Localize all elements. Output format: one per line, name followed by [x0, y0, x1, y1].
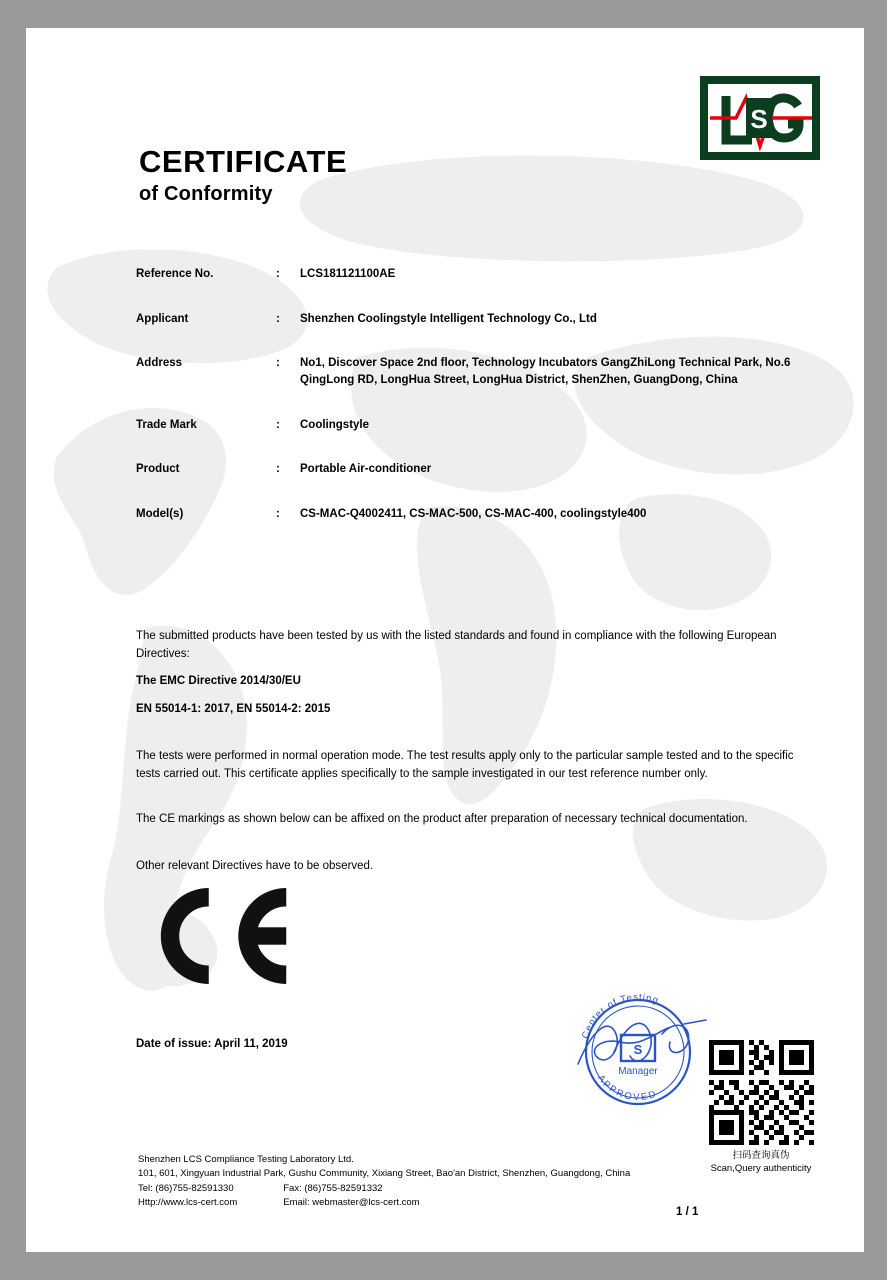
- qr-code[interactable]: [709, 1040, 814, 1145]
- page-title: CERTIFICATE: [139, 144, 348, 179]
- field-row: [136, 417, 796, 434]
- paragraph-standards: EN 55014-1: 2017, EN 55014-2: 2015: [136, 703, 331, 715]
- field-label-product: Product: [136, 463, 180, 476]
- field-row: [136, 461, 796, 478]
- field-value-reference-no: LCS181121100AE: [300, 268, 396, 280]
- footer-address: 101, 601, Xingyuan Industrial Park, Gushu Community, Xixiang Street, Bao'an District, Shenzhen, Guangdong, China: [138, 1168, 631, 1180]
- title-block: [139, 146, 347, 206]
- field-colon: :: [276, 312, 280, 325]
- footer-fax: Fax: (86)755-82591332: [283, 1182, 383, 1194]
- certificate-fields: [136, 266, 796, 551]
- page-number: 1 / 1: [676, 1206, 699, 1218]
- paragraph-intro: The submitted products have been tested by us with the listed standards and found in compliance with the following European Directives:: [136, 630, 777, 660]
- field-value-product: Portable Air-conditioner: [300, 463, 432, 476]
- qr-caption-en: Scan,Query authenticity: [710, 1162, 812, 1174]
- field-colon: :: [276, 357, 280, 370]
- field-label-trade-mark: Trade Mark: [136, 418, 197, 431]
- paragraph-directive: The EMC Directive 2014/30/EU: [136, 675, 301, 687]
- field-row: [136, 311, 796, 328]
- field-colon: :: [276, 268, 280, 280]
- field-colon: :: [276, 418, 280, 431]
- field-row: [136, 266, 796, 283]
- footer-tel: Tel: (86)755-82591330: [138, 1182, 234, 1194]
- footer: [138, 1153, 630, 1210]
- svg-text:S: S: [750, 104, 768, 134]
- svg-text:S: S: [633, 1042, 643, 1057]
- field-label-address: Address: [136, 357, 183, 370]
- field-label-models: Model(s): [136, 508, 184, 521]
- field-value-address: No1, Discover Space 2nd floor, Technology Incubators GangZhiLong Technical Park, No.6 QingLong RD, LongHua Street, LongHua District, ShenZhen, GuangDong, China: [300, 357, 791, 387]
- paragraph-marking: The CE markings as shown below can be affixed on the product after preparation of necessary technical documentation.: [136, 813, 748, 825]
- field-colon: :: [276, 463, 280, 476]
- lcs-logo: [700, 76, 820, 160]
- ce-mark-icon: [139, 886, 294, 986]
- qr-caption-cn: 扫码查询真伪: [732, 1150, 790, 1161]
- footer-company: Shenzhen LCS Compliance Testing Laboratory Ltd.: [138, 1154, 354, 1165]
- footer-website[interactable]: Http://www.lcs-cert.com: [138, 1196, 238, 1208]
- field-value-trade-mark: Coolingstyle: [300, 418, 370, 431]
- paragraph-other-directives: Other relevant Directives have to be observed.: [136, 860, 374, 872]
- field-colon: :: [276, 508, 280, 521]
- date-of-issue: Date of issue: April 11, 2019: [136, 1038, 288, 1050]
- field-label-reference-no: Reference No.: [136, 268, 214, 280]
- certificate-sheet: [26, 28, 864, 1252]
- qr-caption: [686, 1150, 836, 1176]
- svg-text:Center of Testing: Center of Testing: [579, 991, 661, 1041]
- field-row: [136, 506, 796, 523]
- field-label-applicant: Applicant: [136, 312, 189, 325]
- page-subtitle: of Conformity: [139, 182, 273, 205]
- paragraph-tests: The tests were performed in normal operation mode. The test results apply only to the particular sample tested and to the specific tests carried out. This certificate applies specifically to the sample investigated in our test reference number only.: [136, 750, 794, 780]
- footer-email[interactable]: Email: webmaster@lcs-cert.com: [283, 1196, 420, 1208]
- field-row: [136, 355, 796, 388]
- svg-text:APPROVED: APPROVED: [594, 1072, 660, 1104]
- svg-text:Manager: Manager: [618, 1066, 658, 1077]
- field-value-models: CS-MAC-Q4002411, CS-MAC-500, CS-MAC-400, coolingstyle400: [300, 508, 647, 521]
- field-value-applicant: Shenzhen Coolingstyle Intelligent Technology Co., Ltd: [300, 312, 597, 325]
